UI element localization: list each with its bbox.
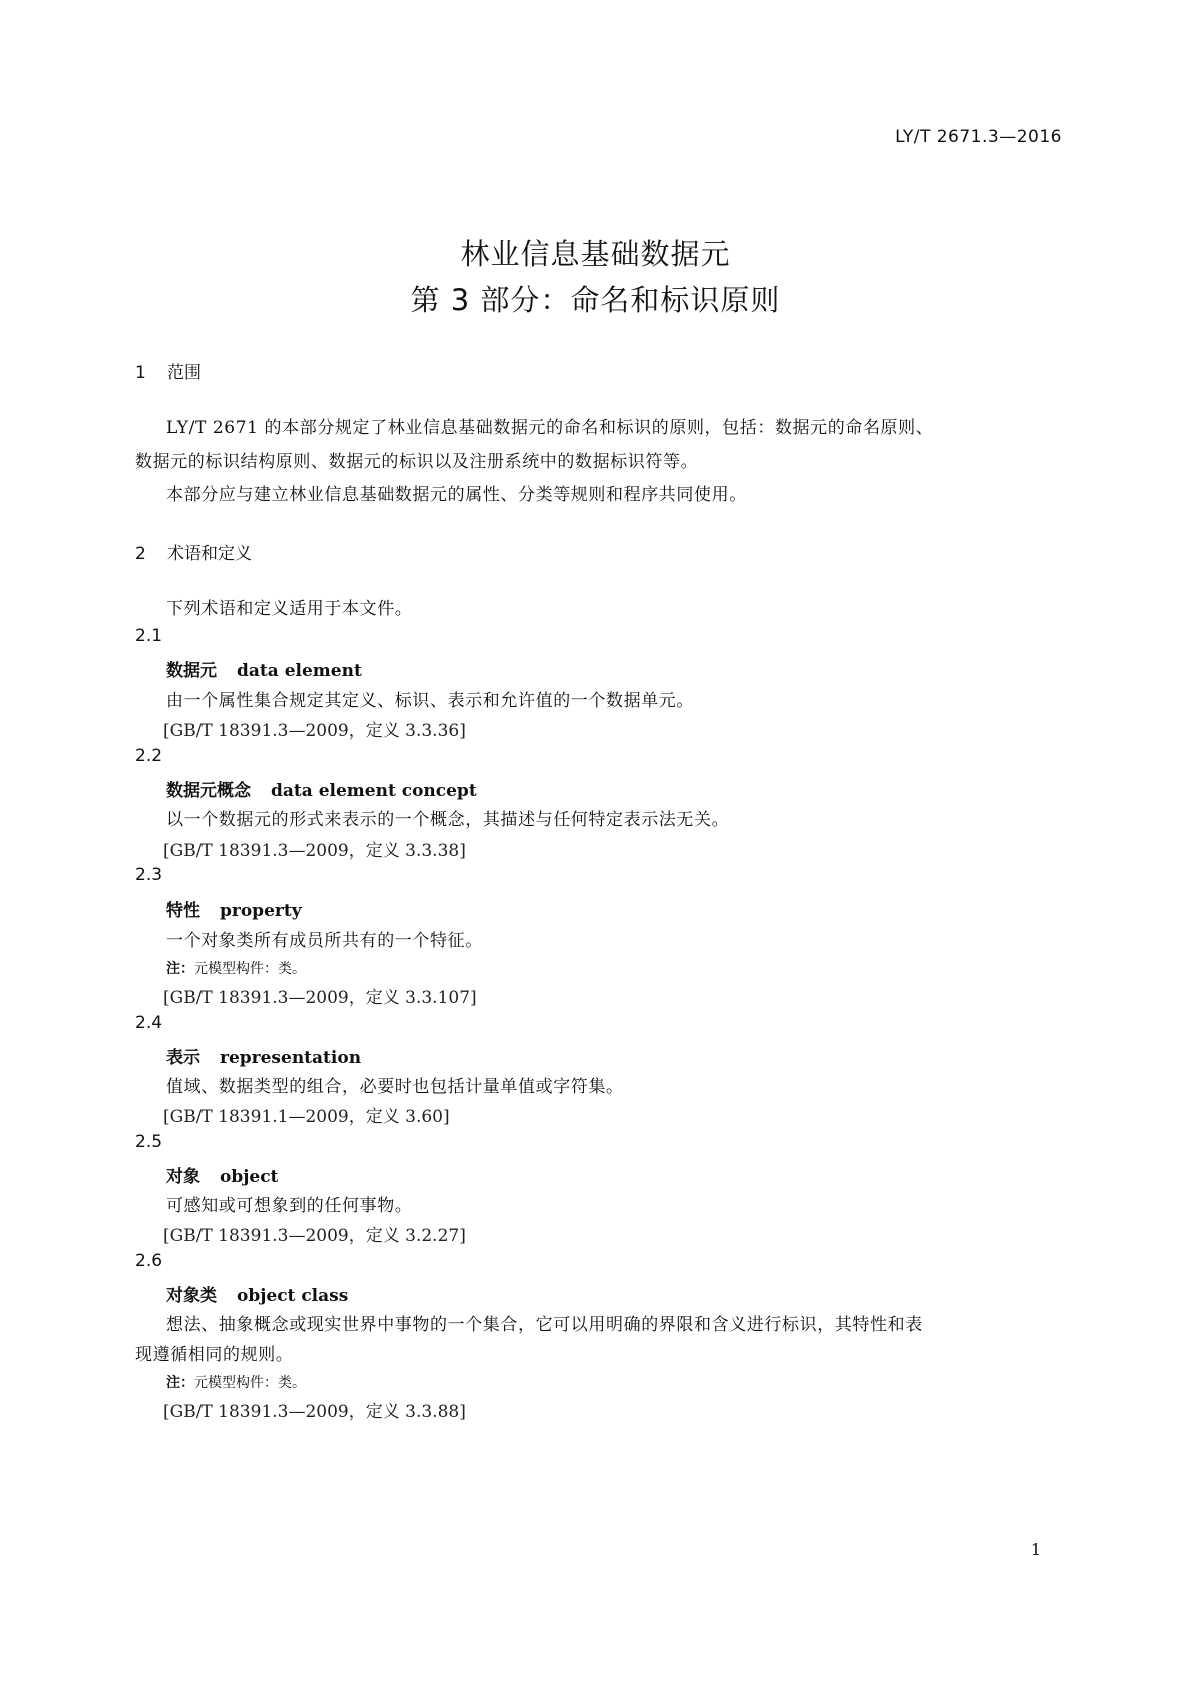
term-definition: 值域、数据类型的组合，必要时也包括计量单值或字符集。 (166, 1077, 624, 1097)
section-title: 术语和定义 (167, 544, 252, 564)
terms-intro: 下列术语和定义适用于本文件。 (166, 599, 413, 619)
note-label: 注： (166, 961, 194, 977)
term-definition-line-1: 想法、抽象概念或现实世界中事物的一个集合，它可以用明确的界限和含义进行标识，其特性和表 (166, 1315, 923, 1335)
term-source: [GB/T 18391.3—2009，定义 3.3.36] (163, 721, 466, 741)
document-title: 林业信息基础数据元 (460, 237, 731, 271)
term-zh: 数据元概念 (166, 781, 251, 801)
document-subtitle: 第 3 部分：命名和标识原则 (410, 283, 781, 317)
section-number: 2 (135, 544, 146, 564)
term-en: object (220, 1167, 279, 1187)
term-source: [GB/T 18391.3—2009，定义 3.2.27] (163, 1226, 466, 1246)
term-zh: 对象 (166, 1167, 200, 1187)
term-heading (166, 776, 477, 801)
term-en: data element (237, 661, 362, 681)
term-zh: 对象类 (166, 1286, 217, 1306)
term-zh: 数据元 (166, 661, 217, 681)
note-label: 注： (166, 1375, 194, 1391)
section-1-heading (135, 358, 201, 383)
term-zh: 表示 (166, 1048, 200, 1068)
note-text: 元模型构件：类。 (194, 1375, 306, 1391)
term-en: property (220, 901, 302, 921)
term-heading (166, 1281, 348, 1306)
term-en: object class (237, 1286, 349, 1306)
term-note (166, 958, 306, 978)
scope-paragraph-2: 本部分应与建立林业信息基础数据元的属性、分类等规则和程序共同使用。 (166, 485, 747, 505)
scope-paragraph-1-line-1: LY/T 2671 的本部分规定了林业信息基础数据元的命名和标识的原则，包括：数据元的命名原则、 (166, 418, 934, 438)
term-number: 2.1 (135, 626, 163, 646)
term-heading (166, 1043, 361, 1068)
term-en: representation (220, 1048, 362, 1068)
term-heading (166, 1162, 278, 1187)
term-definition: 一个对象类所有成员所共有的一个特征。 (166, 931, 483, 951)
term-number: 2.6 (135, 1251, 163, 1271)
term-zh: 特性 (166, 901, 200, 921)
page-number: 1 (1030, 1540, 1041, 1559)
section-number: 1 (135, 363, 146, 383)
standard-code: LY/T 2671.3—2016 (895, 127, 1062, 147)
term-en: data element concept (271, 781, 477, 801)
term-number: 2.2 (135, 746, 163, 766)
section-2-heading (135, 539, 252, 564)
term-definition-line-2: 现遵循相同的规则。 (135, 1345, 294, 1365)
term-definition: 可感知或可想象到的任何事物。 (166, 1196, 413, 1216)
term-number: 2.5 (135, 1132, 163, 1152)
scope-paragraph-1-line-2: 数据元的标识结构原则、数据元的标识以及注册系统中的数据标识符等。 (135, 452, 699, 472)
term-heading (166, 656, 362, 681)
term-source: [GB/T 18391.3—2009，定义 3.3.38] (163, 841, 466, 861)
term-source: [GB/T 18391.1—2009，定义 3.60] (163, 1107, 450, 1127)
term-definition: 由一个属性集合规定其定义、标识、表示和允许值的一个数据单元。 (166, 691, 694, 711)
term-source: [GB/T 18391.3—2009，定义 3.3.107] (163, 988, 477, 1008)
term-number: 2.3 (135, 865, 163, 885)
section-title: 范围 (167, 363, 201, 383)
term-definition: 以一个数据元的形式来表示的一个概念，其描述与任何特定表示法无关。 (166, 810, 730, 830)
term-source: [GB/T 18391.3—2009，定义 3.3.88] (163, 1402, 466, 1422)
note-text: 元模型构件：类。 (194, 961, 306, 977)
term-number: 2.4 (135, 1013, 163, 1033)
term-heading (166, 896, 302, 921)
term-note (166, 1372, 306, 1392)
